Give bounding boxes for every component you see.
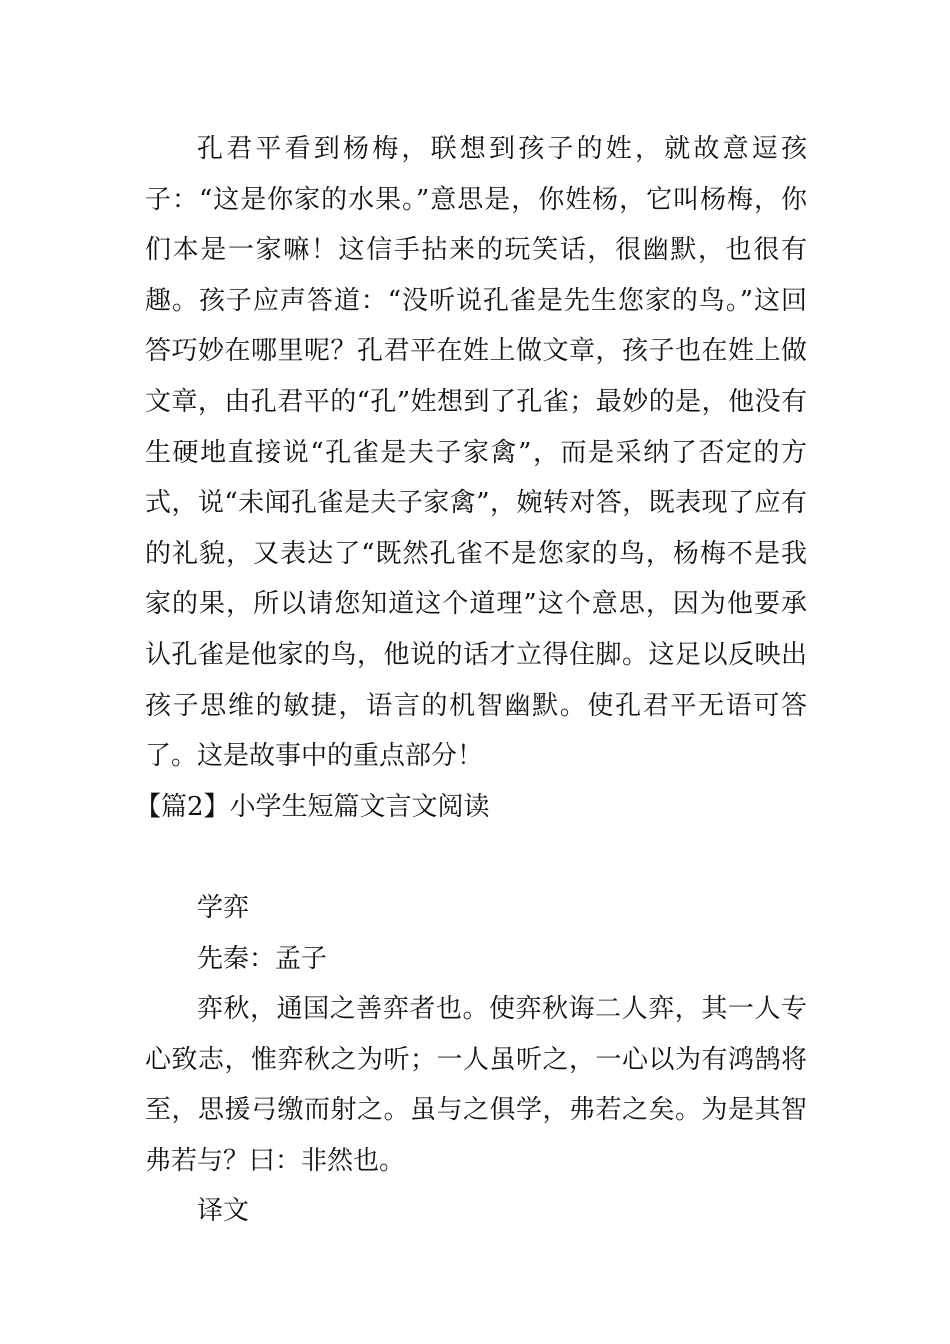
blank-line [145,832,807,883]
classical-text-paragraph: 弈秋，通国之善弈者也。使弈秋诲二人弈，其一人专心致志，惟弈秋之为听；一人虽听之，一心以为有鸿鹄将至，思援弓缴而射之。虽与之俱学，弗若之矣。为是其智弗若与？曰：非然也。 [145,994,807,1176]
section-heading: 【篇2】小学生短篇文言文阅读 [135,791,490,822]
commentary-paragraph: 孔君平看到杨梅，联想到孩子的姓，就故意逗孩子：“这是你家的水果。”意思是，你姓杨，它叫杨梅，你们本是一家嘛！这信手拈来的玩笑话，很幽默，也很有趣。孩子应声答道：“没听说孔雀是先生您家的鸟。”这回答巧妙在哪里呢？孔君平在姓上做文章，孩子也在姓上做文章，由孔君平的“孔”姓想到了孔雀；最妙的是，他没有生硬地直接说“孔雀是夫子家禽”，而是采纳了否定的方式，说“未闻孔雀是夫子家禽”，婉转对答，既表现了应有的礼貌，又表达了“既然孔雀不是您家的鸟，杨梅不是我家的果，所以请您知道这个道理”这个意思，因为他要承认孔雀是他家的鸟，他说的话才立得住脚。这足以反映出孩子思维的敏捷，语言的机智幽默。使孔君平无语可答了。这是故事中的重点部分！ [145,134,807,772]
translation-label: 译文 [197,1196,250,1227]
poem-author: 先秦：孟子 [197,943,328,974]
poem-title: 学弈 [197,892,250,923]
document-body [135,124,807,1237]
